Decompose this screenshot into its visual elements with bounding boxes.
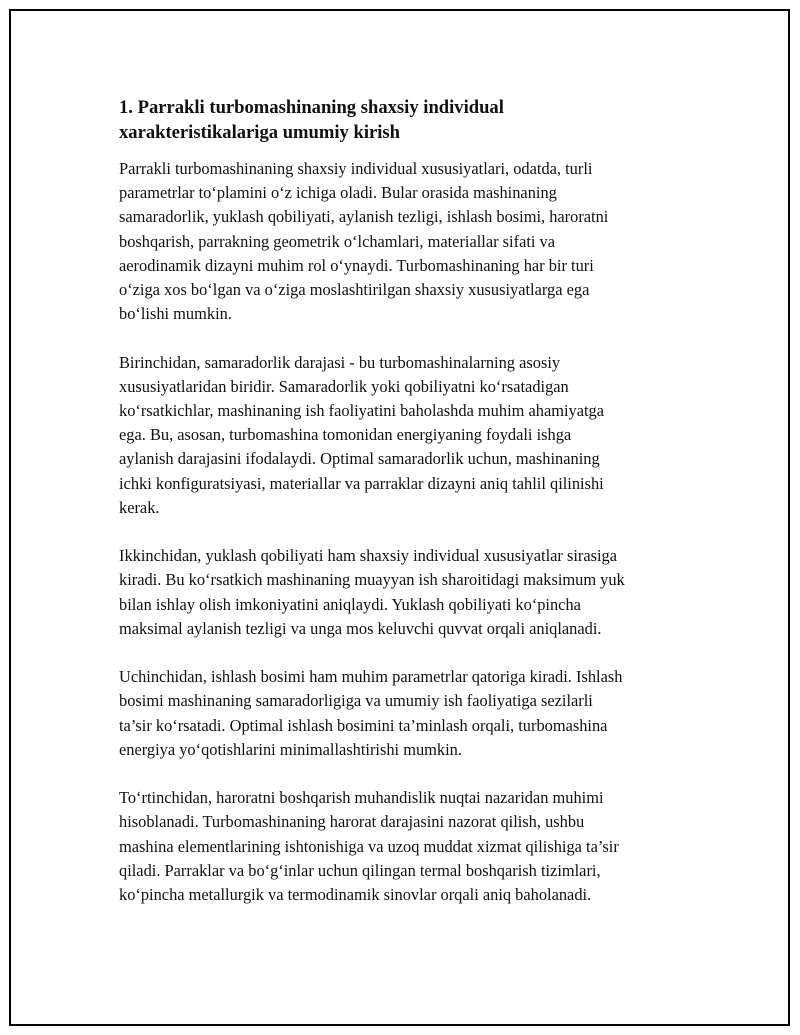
paragraph-line: bosimi mashinaning samaradorligiga va umumiy ish faoliyatiga sezilarli xyxy=(119,691,593,711)
paragraph-line: kiradi. Bu ko‘rsatkich mashinaning muayyan ish sharoitidagi maksimum yuk xyxy=(119,570,625,590)
paragraph-line: energiya yo‘qotishlarini minimallashtirishi mumkin. xyxy=(119,739,462,759)
paragraph-line: Birinchidan, samaradorlik darajasi - bu turbomashinalarning asosiy xyxy=(119,352,561,372)
section-heading xyxy=(119,95,689,145)
paragraph-line: qiladi. Parraklar va bo‘g‘inlar uchun qilingan termal boshqarish tizimlari, xyxy=(119,860,601,880)
paragraph-line: To‘rtinchidan, haroratni boshqarish muhandislik nuqtai nazaridan muhimi xyxy=(119,788,604,808)
paragraph-line: aerodinamik dizayni muhim rol o‘ynaydi. Turbomashinaning har bir turi xyxy=(119,255,594,275)
paragraph-line: bo‘lishi mumkin. xyxy=(119,304,232,324)
paragraph-list xyxy=(119,157,689,907)
paragraph-line: maksimal aylanish tezligi va unga mos keluvchi quvvat orqali aniqlanadi. xyxy=(119,618,602,638)
paragraph-line: Ikkinchidan, yuklash qobiliyati ham shaxsiy individual xususiyatlar sirasiga xyxy=(119,546,618,566)
paragraph-line: samaradorlik, yuklash qobiliyati, aylanish tezligi, ishlash bosimi, haroratni xyxy=(119,207,609,227)
paragraph-line: ichki konfiguratsiyasi, materiallar va parraklar dizayni aniq tahlil qilinishi xyxy=(119,473,604,493)
paragraph-line: aylanish darajasini ifodalaydi. Optimal samaradorlik uchun, mashinaning xyxy=(119,449,600,469)
page-frame xyxy=(9,9,790,1026)
paragraph-line: ko‘pincha metallurgik va termodinamik sinovlar orqali aniq baholanadi. xyxy=(119,885,592,905)
paragraph-line: mashina elementlarining ishtonishiga va uzoq muddat xizmat qilishiga ta’sir xyxy=(119,836,619,856)
paragraph-line: parametrlar to‘plamini o‘z ichiga oladi. Bular orasida mashinaning xyxy=(119,183,557,203)
body-paragraph xyxy=(119,665,689,762)
body-paragraph xyxy=(119,786,689,907)
document-body xyxy=(119,95,689,931)
paragraph-line: o‘ziga xos bo‘lgan va o‘ziga moslashtirilgan shaxsiy xususiyatlarga ega xyxy=(119,280,590,300)
body-paragraph xyxy=(119,351,689,520)
paragraph-line: kerak. xyxy=(119,497,160,517)
paragraph-line: Uchinchidan, ishlash bosimi ham muhim parametrlar qatoriga kiradi. Ishlash xyxy=(119,667,623,687)
paragraph-line: ta’sir ko‘rsatadi. Optimal ishlash bosimini ta’minlash orqali, turbomashina xyxy=(119,715,608,735)
paragraph-line: hisoblanadi. Turbomashinaning harorat darajasini nazorat qilish, ushbu xyxy=(119,812,585,832)
heading-line: 1. Parrakli turbomashinaning shaxsiy individual xyxy=(119,97,504,118)
paragraph-line: boshqarish, parrakning geometrik o‘lchamlari, materiallar sifati va xyxy=(119,231,556,251)
paragraph-line: xususiyatlaridan biridir. Samaradorlik yoki qobiliyatni ko‘rsatadigan xyxy=(119,376,569,396)
heading-line: xarakteristikalariga umumiy kirish xyxy=(119,122,400,143)
paragraph-line: bilan ishlay olish imkoniyatini aniqlaydi. Yuklash qobiliyati ko‘pincha xyxy=(119,594,581,614)
body-paragraph xyxy=(119,544,689,641)
paragraph-line: ko‘rsatkichlar, mashinaning ish faoliyatini baholashda muhim ahamiyatga xyxy=(119,401,605,421)
paragraph-line: ega. Bu, asosan, turbomashina tomonidan energiyaning foydali ishga xyxy=(119,425,572,445)
body-paragraph xyxy=(119,157,689,326)
paragraph-line: Parrakli turbomashinaning shaxsiy individual xususiyatlari, odatda, turli xyxy=(119,159,593,178)
